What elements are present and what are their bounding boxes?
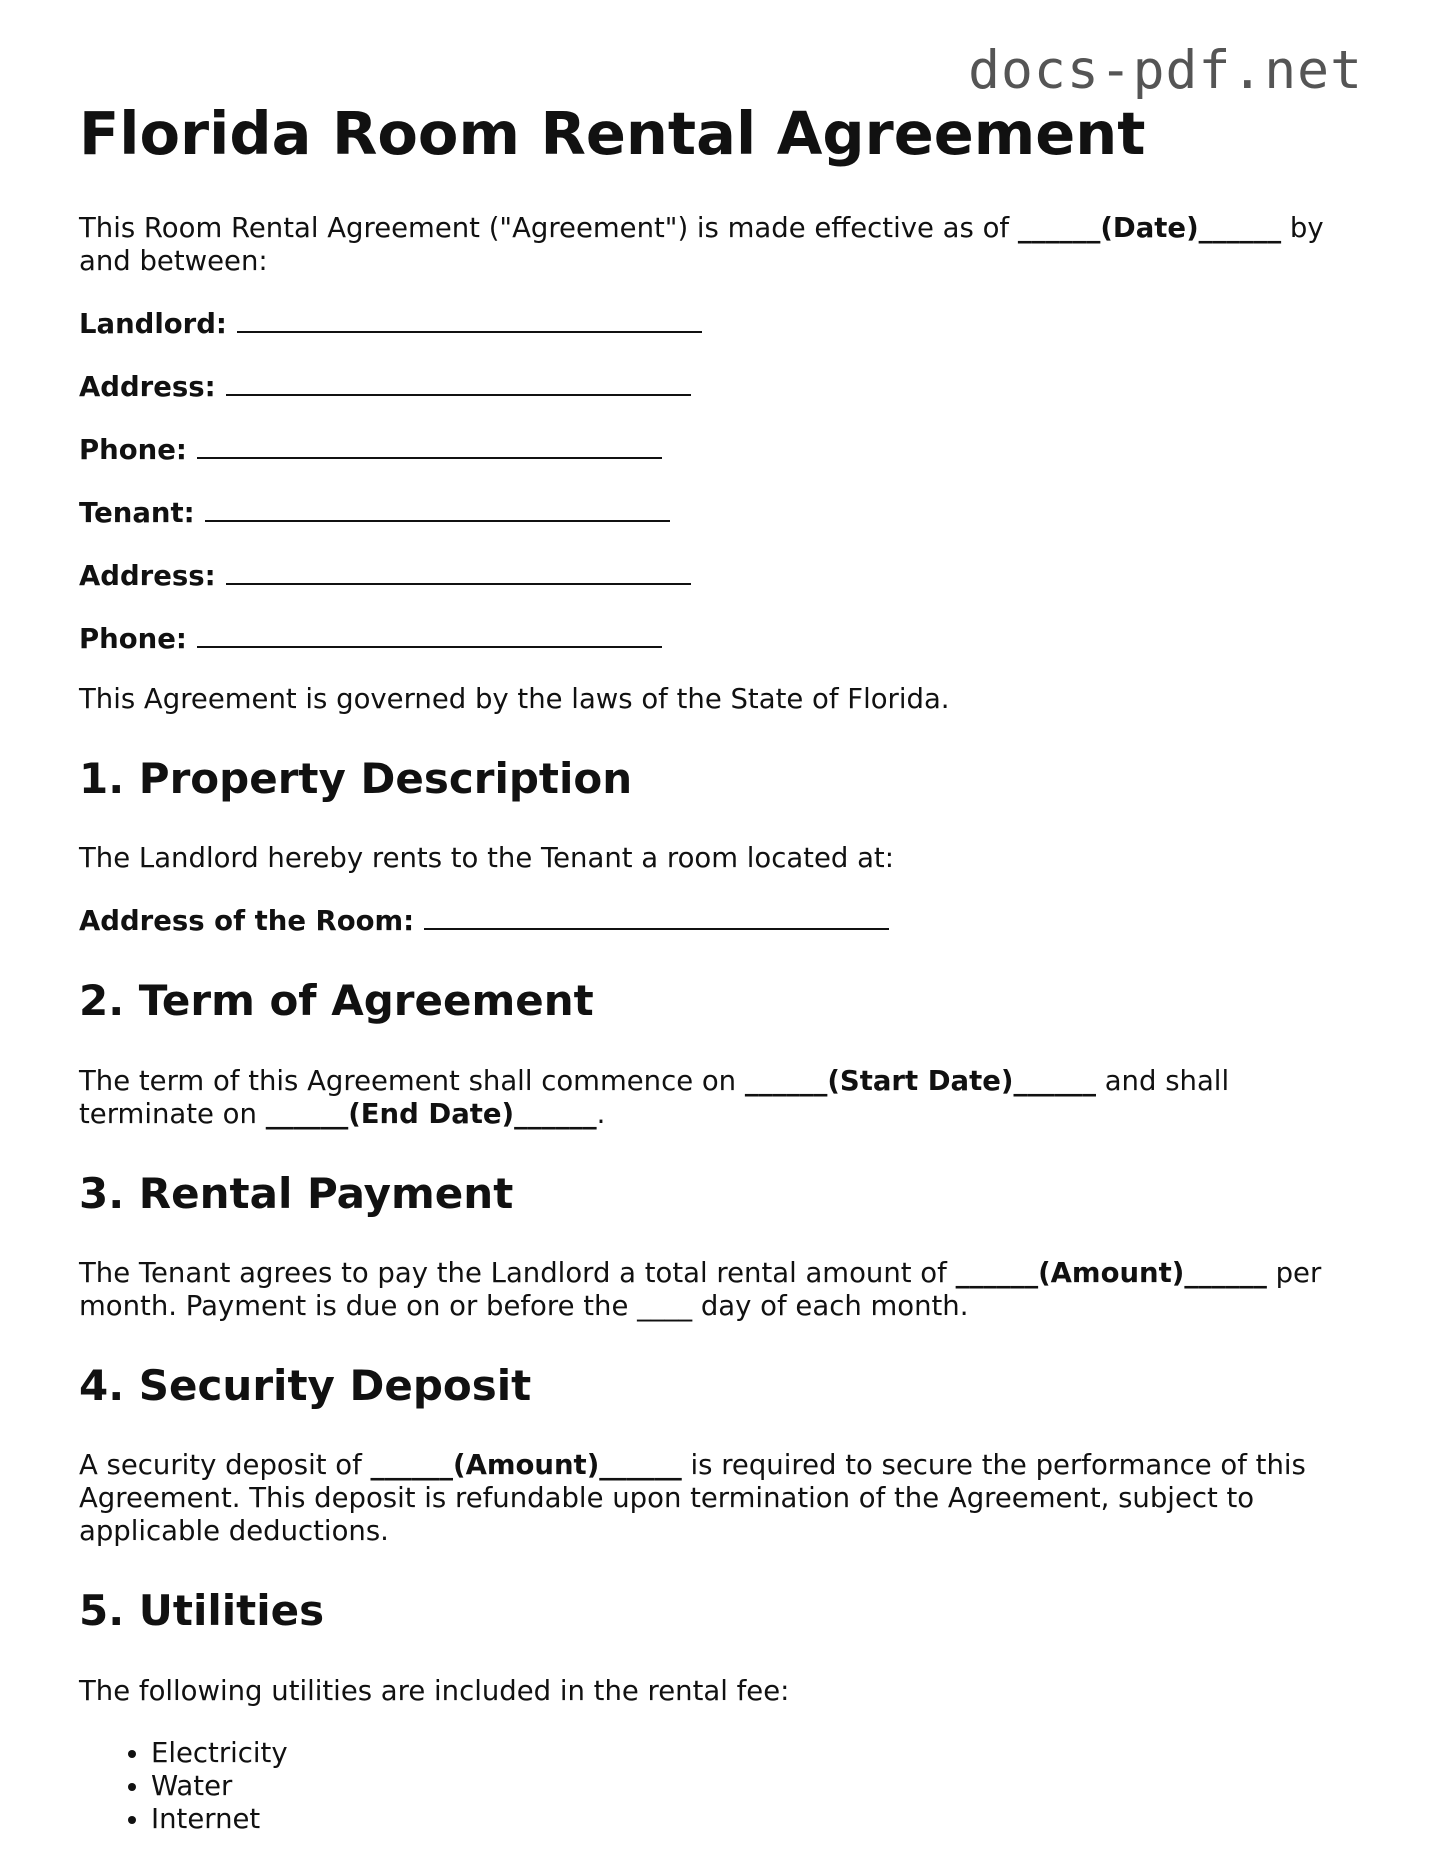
list-item: • Electricity	[151, 1737, 1369, 1770]
landlord-phone-label: Phone:	[79, 433, 187, 466]
tenant-phone-field	[79, 622, 1369, 656]
rent-text-2: per month. Payment is due on or before the ____ day of each month.	[79, 1257, 1322, 1323]
date-blank: ______(Date)______	[1017, 211, 1282, 244]
document-content	[79, 100, 1369, 1836]
section-3-text	[79, 1257, 1369, 1323]
deposit-text-1: A security deposit of	[79, 1449, 371, 1482]
rent-amount-blank: ______(Amount)______	[955, 1257, 1267, 1290]
tenant-label: Tenant:	[79, 496, 195, 529]
rent-text-1: The Tenant agrees to pay the Landlord a total rental amount of	[79, 1257, 956, 1290]
section-1-text: The Landlord hereby rents to the Tenant a room located at:	[79, 842, 894, 875]
term-text-1: The term of this Agreement shall commence on	[79, 1064, 745, 1097]
intro-text-end: by and between:	[79, 211, 1324, 277]
section-5-heading: 5. Utilities	[79, 1586, 325, 1636]
room-address-field	[79, 904, 1369, 938]
term-text-2: and shall terminate on	[79, 1064, 1230, 1130]
landlord-address-field	[79, 370, 1369, 404]
section-3-heading: 3. Rental Payment	[79, 1168, 514, 1218]
landlord-label: Landlord:	[79, 307, 227, 340]
section-4-text	[79, 1449, 1369, 1548]
landlord-line[interactable]	[237, 307, 702, 333]
tenant-address-field	[79, 559, 1369, 593]
section-1-heading: 1. Property Description	[79, 753, 633, 803]
tenant-address-label: Address:	[79, 559, 216, 592]
deposit-amount-blank: ______(Amount)______	[370, 1449, 682, 1482]
section-4-heading: 4. Security Deposit	[79, 1361, 532, 1411]
term-text-3: .	[596, 1097, 606, 1130]
tenant-line[interactable]	[205, 496, 670, 522]
tenant-field	[79, 496, 1369, 530]
list-item: • Internet	[151, 1803, 1369, 1836]
section-2-heading: 2. Term of Agreement	[79, 976, 594, 1026]
landlord-address-line[interactable]	[226, 370, 691, 396]
landlord-address-label: Address:	[79, 370, 216, 403]
watermark: docs-pdf.net	[968, 40, 1363, 101]
end-date-blank: ______(End Date)______	[265, 1097, 597, 1130]
tenant-phone-label: Phone:	[79, 622, 187, 655]
intro-text: This Room Rental Agreement ("Agreement") is made effective as of	[79, 211, 1018, 244]
intro-paragraph	[79, 212, 1369, 278]
start-date-blank: ______(Start Date)______	[744, 1064, 1096, 1097]
utilities-list	[79, 1737, 1369, 1836]
landlord-phone-field	[79, 433, 1369, 467]
tenant-address-line[interactable]	[226, 559, 691, 585]
document-title: Florida Room Rental Agreement	[79, 99, 1146, 168]
section-5-text: The following utilities are included in the rental fee:	[79, 1674, 790, 1707]
section-2-text	[79, 1065, 1369, 1131]
tenant-phone-line[interactable]	[197, 622, 662, 648]
room-address-line[interactable]	[424, 904, 889, 930]
room-address-label: Address of the Room:	[79, 905, 415, 938]
landlord-field	[79, 307, 1369, 341]
landlord-phone-line[interactable]	[197, 433, 662, 459]
governing-law: This Agreement is governed by the laws of the State of Florida.	[79, 682, 950, 715]
deposit-text-2: is required to secure the performance of this Agreement. This deposit is refundable upon termination of the Agreement, subject to applicable deductions.	[79, 1449, 1306, 1548]
list-item: • Water	[151, 1770, 1369, 1803]
